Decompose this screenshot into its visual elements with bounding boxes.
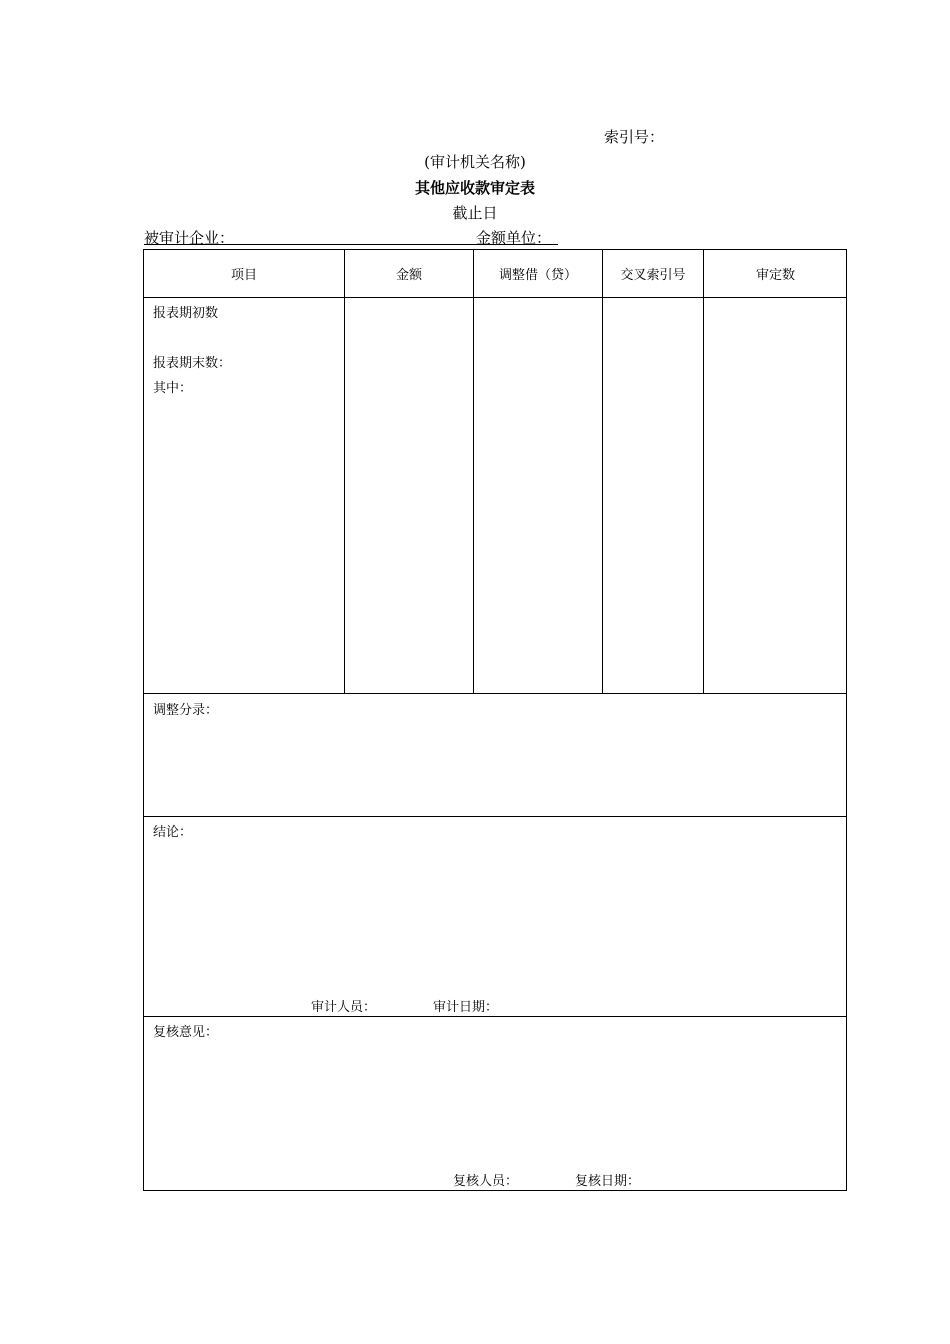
row-label-opening-balance: 报表期初数 <box>153 306 219 321</box>
section-divider <box>143 816 847 817</box>
column-divider <box>344 249 345 693</box>
section-divider <box>143 693 847 694</box>
column-header-item: 项目 <box>230 267 257 283</box>
review-opinion-label: 复核意见： <box>153 1025 219 1040</box>
audit-date-label: 审计日期： <box>433 1000 499 1015</box>
reviewer-label: 复核人员： <box>453 1174 519 1189</box>
row-label-closing-balance: 报表期末数： <box>153 356 232 371</box>
adjustment-entries-label: 调整分录： <box>153 703 219 718</box>
auditor-label: 审计人员： <box>311 1000 377 1015</box>
info-underline <box>144 244 558 245</box>
column-header-adjustment: 调整借（贷） <box>498 267 577 283</box>
column-header-amount: 金额 <box>395 267 422 283</box>
section-divider <box>143 1016 847 1017</box>
amount-unit-label: 金额单位： <box>476 229 552 247</box>
audit-org-name: (审计机关名称) <box>424 153 526 171</box>
conclusion-label: 结论： <box>153 825 193 840</box>
audited-company-label: 被审计企业： <box>144 229 235 247</box>
index-number-label: 索引号： <box>604 128 665 146</box>
cutoff-date-label: 截止日 <box>452 204 498 222</box>
column-header-cross-index: 交叉索引号 <box>620 267 686 283</box>
audit-table <box>143 249 847 1191</box>
form-title: 其他应收款审定表 <box>414 179 535 197</box>
column-divider <box>602 249 603 693</box>
row-label-of-which: 其中： <box>153 381 193 396</box>
review-date-label: 复核日期： <box>575 1174 641 1189</box>
column-divider <box>473 249 474 693</box>
header-row-divider <box>143 297 847 298</box>
column-header-audited-amount: 审定数 <box>755 267 795 283</box>
column-divider <box>703 249 704 693</box>
